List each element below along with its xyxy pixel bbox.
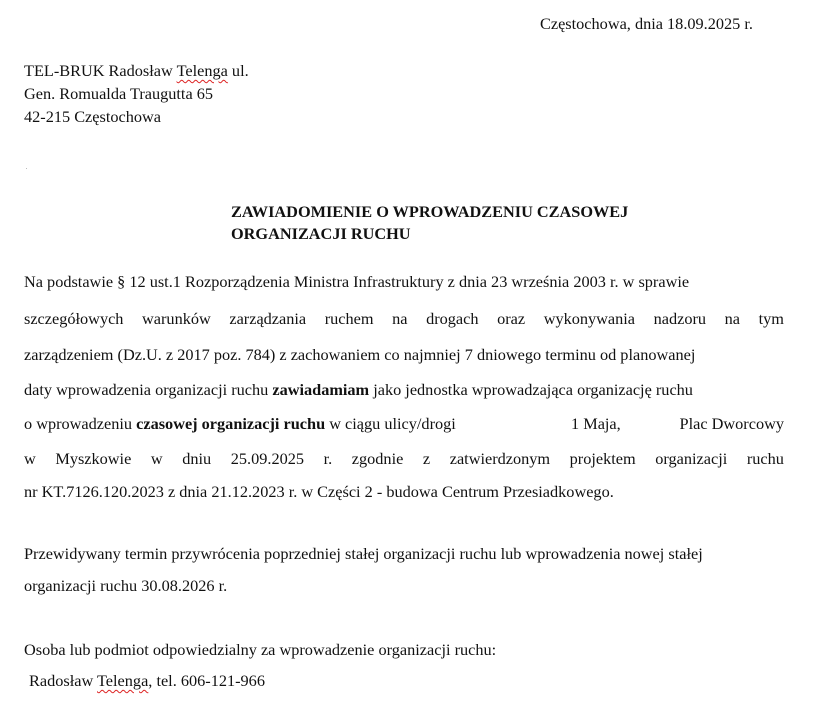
word: tym <box>758 309 784 328</box>
body-line-4-a: daty wprowadzenia organizacji ruchu <box>24 380 273 399</box>
word: organizacji <box>655 449 728 468</box>
word: dniu <box>182 449 212 468</box>
word: drogach <box>426 309 479 328</box>
word: na <box>392 309 408 328</box>
body-line-1 <box>24 271 784 293</box>
word: zatwierdzonym <box>449 449 551 468</box>
responsible-label: Osoba lub podmiot odpowiedzialny za wprowadzenie organizacji ruchu: <box>24 640 497 659</box>
body-line-3: zarządzeniem (Dz.U. z 2017 poz. 784) z zachowaniem co najmniej 7 dniowego terminu od planowanej <box>24 345 696 364</box>
word: nadzoru <box>653 309 707 328</box>
street-1-maja: 1 Maja, <box>571 414 621 433</box>
sender-street: Gen. Romualda Traugutta 65 <box>24 84 214 103</box>
body-line-4 <box>24 379 693 401</box>
word: wykonywania <box>543 309 636 328</box>
body-line-1-text: Na podstawie § 12 ust.1 Rozporządzenia Ministra Infrastruktury z dnia 23 września 2003 r. w sprawie <box>24 272 690 291</box>
body-line-4-b: jako jednostka wprowadzająca organizację ruchu <box>369 380 693 399</box>
word: w <box>24 449 36 468</box>
word: warunków <box>142 309 211 328</box>
document-title-line1: ZAWIADOMIENIE O WPROWADZENIU CZASOWEJ <box>231 202 629 221</box>
word: na <box>724 309 741 328</box>
sender-postal-city: 42-215 Częstochowa <box>24 107 161 126</box>
contact-surname: Telenga <box>97 671 149 690</box>
document-title-line2: ORGANIZACJI RUCHU <box>231 224 411 243</box>
word: szczegółowych <box>24 309 124 328</box>
street-plac-dworcowy: Plac Dworcowy <box>679 414 784 433</box>
body-line-7: nr KT.7126.120.2023 z dnia 21.12.2023 r. w Części 2 - budowa Centrum Przesiadkowego. <box>24 482 614 501</box>
word: ruchu <box>746 449 784 468</box>
word: Myszkowie <box>55 449 132 468</box>
date-value: 25.09.2025 <box>230 449 305 468</box>
document-title <box>231 201 628 245</box>
word: ruchem <box>324 309 374 328</box>
body-line-4-bold: zawiadamiam <box>272 380 370 399</box>
word: z <box>422 449 431 468</box>
contact-prefix: Radosław <box>29 671 97 690</box>
sender-company-suffix: ul. <box>227 61 249 80</box>
contact-suffix: , tel. 606-121-966 <box>148 671 265 690</box>
body-line-6 <box>24 448 784 470</box>
place-date: Częstochowa, dnia 18.09.2025 r. <box>540 14 753 33</box>
responsible-contact <box>29 670 265 692</box>
body-line-5-b: w ciągu ulicy/drogi <box>325 414 456 433</box>
body-line-2 <box>24 308 784 330</box>
body-line-5-a: o wprowadzeniu <box>24 414 137 433</box>
word: w <box>150 449 163 468</box>
word: r. <box>323 449 333 468</box>
restore-date-line-2: organizacji ruchu 30.08.2026 r. <box>24 576 228 595</box>
sender-surname: Telenga <box>176 61 228 80</box>
word: zgodnie <box>351 449 404 468</box>
word: projektem <box>569 449 636 468</box>
body-line-5-bold: czasowej organizacji ruchu <box>136 414 326 433</box>
sender-company <box>24 60 249 82</box>
word: oraz <box>497 309 526 328</box>
word: zarządzania <box>229 309 307 328</box>
restore-date-line-1: Przewidywany termin przywrócenia poprzedniej stałej organizacji ruchu lub wprowadzenia nowej stałej <box>24 544 703 563</box>
stray-mark <box>26 168 27 169</box>
body-line-5 <box>24 413 784 435</box>
sender-company-prefix: TEL-BRUK Radosław <box>24 61 177 80</box>
